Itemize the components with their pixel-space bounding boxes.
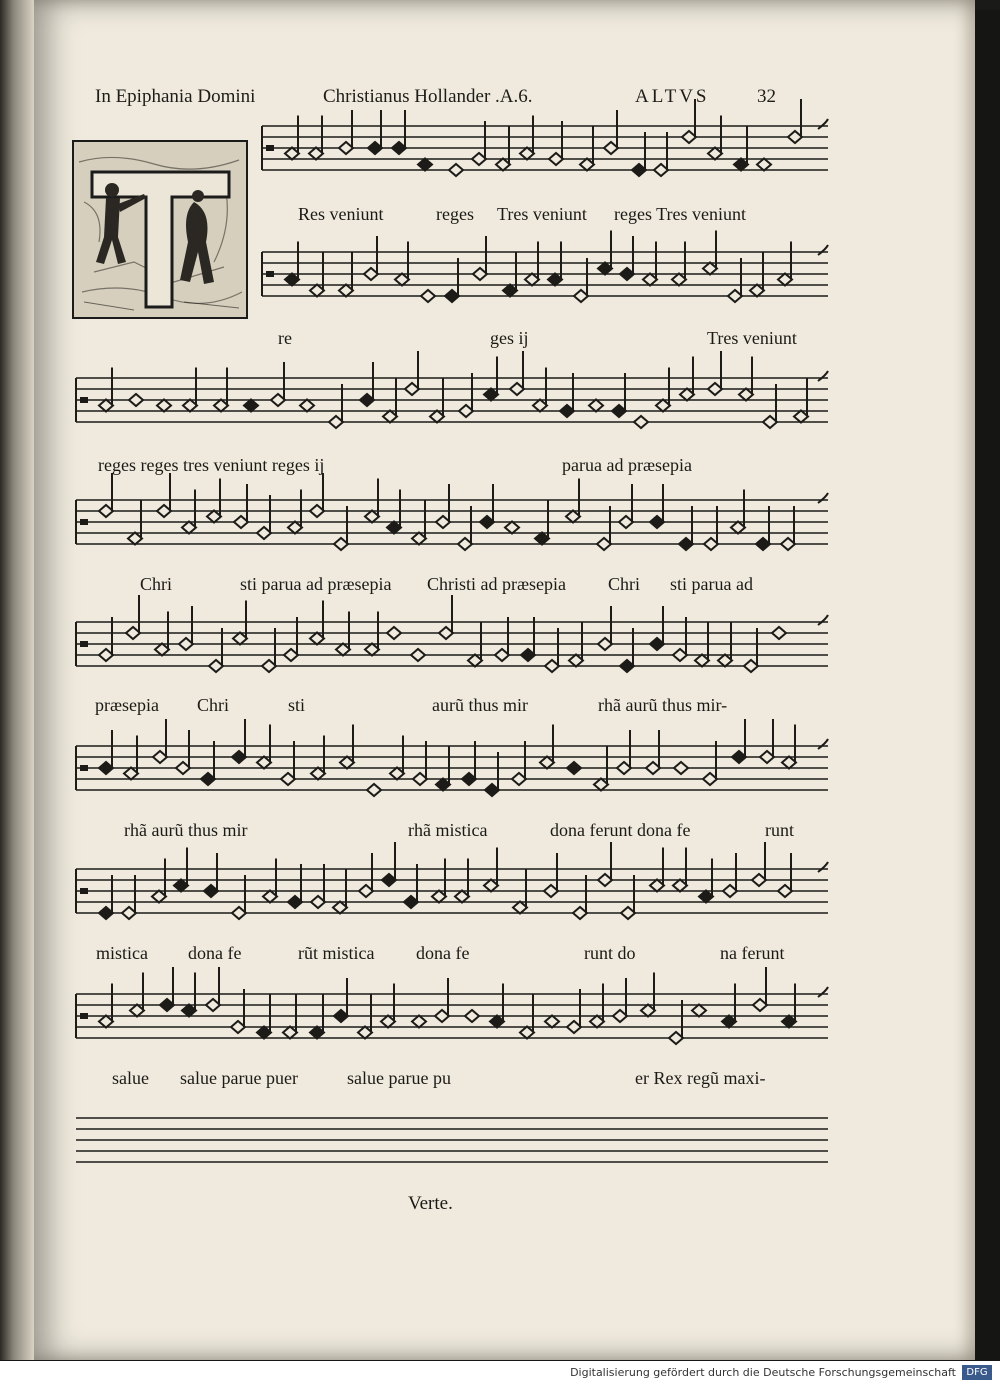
note-head: [545, 1016, 559, 1028]
note-head: [521, 649, 535, 661]
note-head: [788, 131, 802, 143]
note-head: [99, 400, 113, 412]
lyric: salue: [112, 1068, 149, 1088]
custos: [818, 371, 828, 381]
note-head: [157, 505, 171, 517]
c-clef: [80, 888, 88, 894]
note-head: [334, 1010, 348, 1022]
c-clef: [80, 519, 88, 525]
note-head: [365, 644, 379, 656]
note-head: [232, 907, 246, 919]
note-head: [334, 538, 348, 550]
c-clef: [80, 1013, 88, 1019]
note-head: [674, 762, 688, 774]
note-head: [525, 274, 539, 286]
lyric: runt: [765, 820, 794, 840]
lyric: Chri: [197, 695, 230, 715]
lyric: sti parua ad: [670, 574, 753, 594]
note-head: [368, 142, 382, 154]
custos: [818, 493, 828, 503]
lyric: Chri: [608, 574, 641, 594]
note-head: [510, 383, 524, 395]
note-head: [753, 999, 767, 1011]
note-head: [781, 538, 795, 550]
note-head: [772, 627, 786, 639]
note-head: [672, 274, 686, 286]
note-head: [650, 638, 664, 650]
lyric: er Rex regũ maxi-: [635, 1068, 766, 1088]
lyric: reges reges tres veniunt reges ij: [98, 455, 325, 475]
note-head: [339, 285, 353, 297]
note-head: [234, 516, 248, 528]
lyric: aurũ thus mir: [432, 695, 528, 715]
note-head: [310, 1027, 324, 1039]
note-head: [598, 874, 612, 886]
lyric: salue parue pu: [347, 1068, 451, 1088]
lyric: rũt mistica: [298, 943, 375, 963]
note-head: [594, 779, 608, 791]
note-head: [473, 268, 487, 280]
note-head: [404, 896, 418, 908]
note-head: [533, 400, 547, 412]
note-head: [283, 1027, 297, 1039]
note-head: [573, 907, 587, 919]
note-head: [520, 148, 534, 160]
custos: [818, 862, 828, 872]
note-head: [405, 383, 419, 395]
note-head: [421, 290, 435, 302]
note-head: [271, 394, 285, 406]
note-head: [152, 891, 166, 903]
note-head: [703, 773, 717, 785]
c-clef: [80, 397, 88, 403]
lyric: runt do: [584, 943, 636, 963]
note-head: [257, 1027, 271, 1039]
note-head: [490, 1016, 504, 1028]
note-head: [310, 505, 324, 517]
note-head: [750, 285, 764, 297]
note-head: [381, 1016, 395, 1028]
note-head: [739, 389, 753, 401]
note-head: [613, 1010, 627, 1022]
note-head: [718, 655, 732, 667]
lyric: sti parua ad præsepia: [240, 574, 392, 594]
note-head: [358, 1027, 372, 1039]
note-head: [723, 885, 737, 897]
note-head: [214, 400, 228, 412]
note-head: [604, 142, 618, 154]
note-head: [99, 649, 113, 661]
note-head: [520, 1027, 534, 1039]
note-head: [654, 164, 668, 176]
note-head: [503, 285, 517, 297]
lyric: dona fe: [188, 943, 242, 963]
note-head: [778, 885, 792, 897]
note-head: [281, 773, 295, 785]
note-head: [124, 768, 138, 780]
note-head: [459, 405, 473, 417]
note-head: [484, 389, 498, 401]
note-head: [673, 880, 687, 892]
note-head: [387, 522, 401, 534]
note-head: [656, 400, 670, 412]
note-head: [300, 400, 314, 412]
note-head: [392, 142, 406, 154]
note-head: [567, 762, 581, 774]
lyric: Res veniunt: [298, 204, 384, 224]
note-head: [412, 1016, 426, 1028]
note-head: [204, 885, 218, 897]
note-head: [472, 153, 486, 165]
note-head: [480, 516, 494, 528]
note-head: [339, 142, 353, 154]
note-head: [288, 522, 302, 534]
note-head: [535, 533, 549, 545]
note-head: [512, 773, 526, 785]
note-head: [383, 411, 397, 423]
custos: [818, 119, 828, 129]
note-head: [617, 762, 631, 774]
verte-instruction: Verte.: [408, 1193, 453, 1214]
note-head: [621, 907, 635, 919]
note-head: [680, 389, 694, 401]
note-head: [673, 649, 687, 661]
note-head: [387, 627, 401, 639]
note-head: [646, 762, 660, 774]
note-head: [179, 638, 193, 650]
note-head: [435, 1010, 449, 1022]
note-head: [157, 400, 171, 412]
note-head: [412, 533, 426, 545]
lyric: sti: [288, 695, 306, 715]
note-head: [232, 751, 246, 763]
lyric: rhã mistica: [408, 820, 488, 840]
note-head: [468, 655, 482, 667]
note-head: [285, 148, 299, 160]
note-head: [513, 902, 527, 914]
note-head: [495, 649, 509, 661]
note-head: [732, 751, 746, 763]
note-head: [598, 263, 612, 275]
lyric: re: [278, 328, 292, 348]
note-head: [153, 751, 167, 763]
note-head: [692, 1005, 706, 1017]
note-head: [122, 907, 136, 919]
lyric: ges ij: [490, 328, 529, 348]
note-head: [462, 773, 476, 785]
c-clef: [80, 765, 88, 771]
note-head: [244, 400, 258, 412]
note-head: [309, 148, 323, 160]
note-head: [778, 274, 792, 286]
lyric: Christi ad præsepia: [427, 574, 566, 594]
note-head: [540, 757, 554, 769]
note-head: [744, 660, 758, 672]
note-head: [413, 773, 427, 785]
note-head: [465, 1010, 479, 1022]
note-head: [231, 1021, 245, 1033]
note-head: [418, 159, 432, 171]
note-head: [284, 649, 298, 661]
lyric: dona fe: [416, 943, 470, 963]
note-head: [285, 274, 299, 286]
c-clef: [80, 641, 88, 647]
note-head: [201, 773, 215, 785]
note-head: [432, 891, 446, 903]
note-head: [708, 383, 722, 395]
note-head: [262, 660, 276, 672]
note-head: [364, 268, 378, 280]
note-head: [445, 290, 459, 302]
note-head: [548, 274, 562, 286]
note-head: [763, 416, 777, 428]
note-head: [439, 627, 453, 639]
piece-title: In Epiphania Domini: [95, 86, 256, 107]
custos: [818, 245, 828, 255]
note-head: [544, 885, 558, 897]
lyric: parua ad præsepia: [562, 455, 692, 475]
note-head: [436, 779, 450, 791]
lyric: reges: [436, 204, 474, 224]
note-head: [340, 757, 354, 769]
note-head: [233, 633, 247, 645]
note-head: [708, 148, 722, 160]
note-head: [455, 891, 469, 903]
note-head: [731, 522, 745, 534]
note-head: [650, 880, 664, 892]
note-head: [650, 516, 664, 528]
note-head: [263, 891, 277, 903]
note-head: [176, 762, 190, 774]
lyric: Tres veniunt: [707, 328, 797, 348]
note-head: [760, 751, 774, 763]
note-head: [174, 880, 188, 892]
note-head: [590, 1016, 604, 1028]
note-head: [367, 784, 381, 796]
note-head: [257, 757, 271, 769]
note-head: [597, 538, 611, 550]
note-head: [484, 880, 498, 892]
note-head: [360, 394, 374, 406]
note-head: [333, 902, 347, 914]
note-head: [757, 159, 771, 171]
note-head: [257, 527, 271, 539]
note-head: [634, 416, 648, 428]
note-head: [669, 1032, 683, 1044]
note-head: [182, 522, 196, 534]
note-head: [752, 874, 766, 886]
note-head: [382, 874, 396, 886]
note-head: [365, 511, 379, 523]
custos: [818, 739, 828, 749]
note-head: [126, 627, 140, 639]
lyric: reges Tres veniunt: [614, 204, 746, 224]
note-head: [505, 522, 519, 534]
note-head: [310, 285, 324, 297]
note-head: [182, 1005, 196, 1017]
note-head: [756, 538, 770, 550]
note-head: [209, 660, 223, 672]
lyric: na ferunt: [720, 943, 785, 963]
note-head: [310, 633, 324, 645]
note-head: [183, 400, 197, 412]
note-head: [329, 416, 343, 428]
lyric: mistica: [96, 943, 148, 963]
note-head: [207, 511, 221, 523]
note-head: [549, 153, 563, 165]
lyric: rhã aurũ thus mir: [124, 820, 248, 840]
note-head: [598, 638, 612, 650]
note-head: [794, 411, 808, 423]
note-head: [336, 644, 350, 656]
note-head: [390, 768, 404, 780]
note-head: [99, 907, 113, 919]
lyric: dona ferunt dona fe: [550, 820, 691, 840]
note-head: [704, 538, 718, 550]
dfg-logo: DFG: [962, 1365, 992, 1380]
note-head: [128, 533, 142, 545]
lyric: præsepia: [95, 695, 159, 715]
funding-note: Digitalisierung gefördert durch die Deutsche Forschungsgemeinschaft: [570, 1366, 956, 1379]
note-head: [99, 1016, 113, 1028]
voice-part: ALTVS: [635, 86, 710, 107]
note-head: [589, 400, 603, 412]
note-head: [722, 1016, 736, 1028]
note-head: [580, 159, 594, 171]
note-head: [430, 411, 444, 423]
note-head: [458, 538, 472, 550]
note-head: [206, 999, 220, 1011]
note-head: [160, 999, 174, 1011]
c-clef: [266, 145, 274, 151]
note-head: [699, 891, 713, 903]
lyric: Tres veniunt: [497, 204, 587, 224]
note-head: [311, 768, 325, 780]
note-head: [311, 896, 325, 908]
note-head: [703, 263, 717, 275]
note-head: [155, 644, 169, 656]
note-head: [682, 131, 696, 143]
lyric: Chri: [140, 574, 173, 594]
composer-name: Christianus Hollander .A.6.: [323, 86, 533, 107]
note-head: [560, 405, 574, 417]
note-head: [130, 1005, 144, 1017]
note-head: [782, 757, 796, 769]
note-head: [411, 649, 425, 661]
c-clef: [266, 271, 274, 277]
note-head: [566, 511, 580, 523]
note-head: [485, 784, 499, 796]
note-head: [782, 1016, 796, 1028]
note-head: [545, 660, 559, 672]
note-head: [359, 885, 373, 897]
lyric: rhã aurũ thus mir-: [598, 695, 728, 715]
note-head: [728, 290, 742, 302]
note-head: [99, 505, 113, 517]
note-head: [569, 655, 583, 667]
note-head: [734, 159, 748, 171]
note-head: [620, 268, 634, 280]
note-head: [496, 159, 510, 171]
note-head: [436, 516, 450, 528]
page-number: 32: [757, 86, 776, 107]
lyric: salue parue puer: [180, 1068, 298, 1088]
note-head: [643, 274, 657, 286]
note-head: [567, 1021, 581, 1033]
digitization-footer: [0, 1361, 1000, 1386]
note-head: [695, 655, 709, 667]
note-head: [129, 394, 143, 406]
note-head: [612, 405, 626, 417]
note-head: [395, 274, 409, 286]
note-head: [620, 660, 634, 672]
custos: [818, 615, 828, 625]
note-head: [99, 762, 113, 774]
note-head: [574, 290, 588, 302]
note-head: [449, 164, 463, 176]
note-head: [619, 516, 633, 528]
note-head: [288, 896, 302, 908]
note-head: [679, 538, 693, 550]
note-head: [632, 164, 646, 176]
custos: [818, 987, 828, 997]
note-head: [641, 1005, 655, 1017]
